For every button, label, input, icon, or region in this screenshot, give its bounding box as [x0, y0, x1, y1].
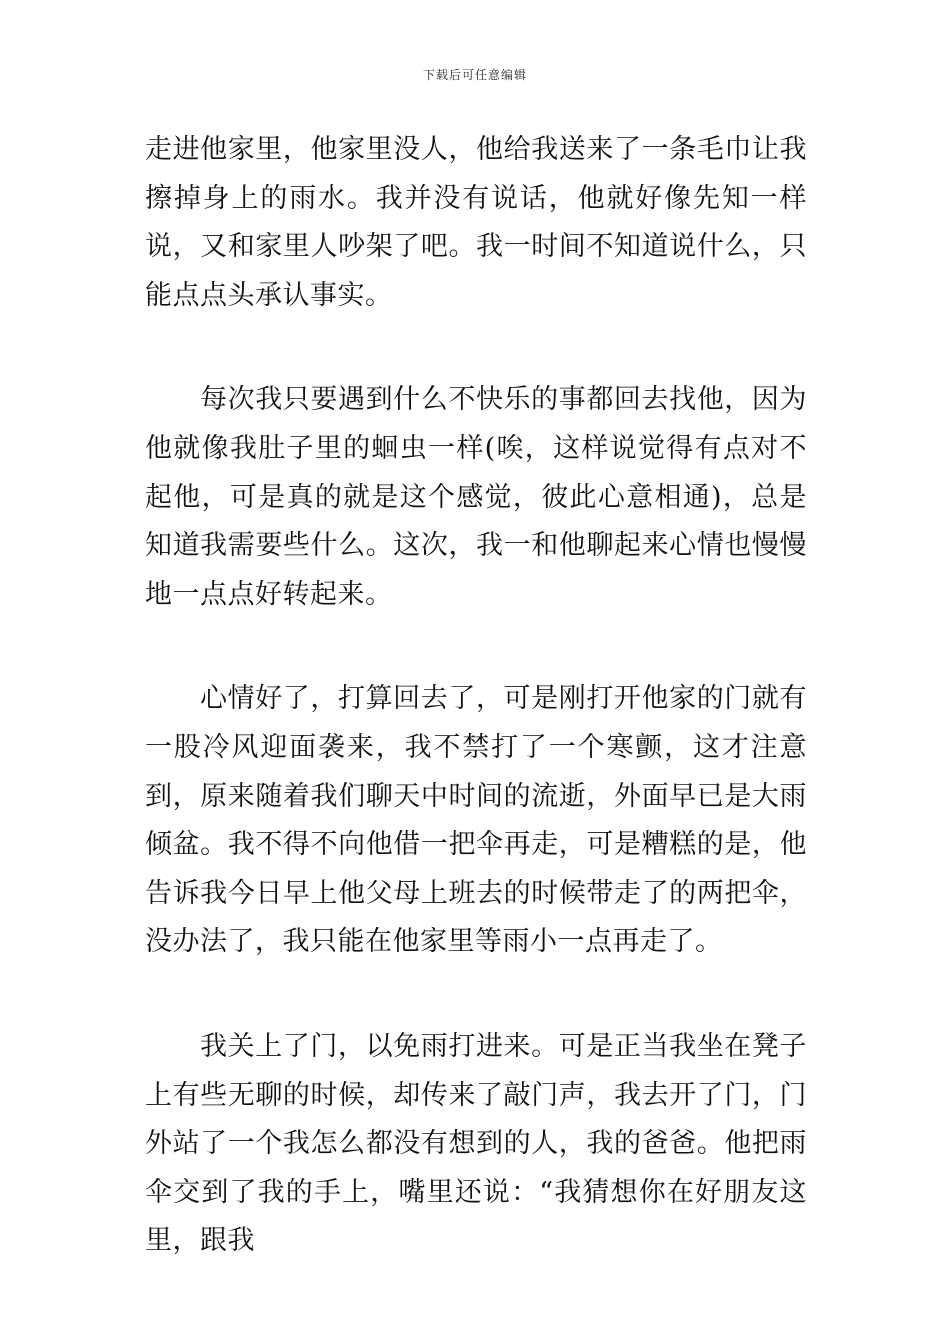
- paragraph-2: 每次我只要遇到什么不快乐的事都回去找他，因为他就像我肚子里的蛔虫一样(唉，这样说觉得有点对不起他，可是真的就是这个感觉，彼此心意相通)，总是知道我需要些什么。这次，我一和他聊起来心情也慢慢地一点点好转起来。: [145, 384, 807, 610]
- paragraph-1: 走进他家里，他家里没人，他给我送来了一条毛巾让我擦掉身上的雨水。我并没有说话，他就好像先知一样说，又和家里人吵架了吧。我一时间不知道说什么，只能点点头承认事实。: [145, 134, 807, 311]
- paragraph-4: 我关上了门，以免雨打进来。可是正当我坐在凳子上有些无聊的时候，却传来了敲门声，我去开了门，门外站了一个我怎么都没有想到的人，我的爸爸。他把雨伞交到了我的手上，嘴里还说：“我猜想你在好朋友这里，跟我: [145, 1030, 807, 1257]
- header-note: 下载后可任意编辑: [422, 68, 527, 82]
- document-body: [145, 126, 807, 1266]
- paragraph-3: 心情好了，打算回去了，可是刚打开他家的门就有一股冷风迎面袭来，我不禁打了一个寒颤，这才注意到，原来随着我们聊天中时间的流逝，外面早已是大雨倾盆。我不得不向他借一把伞再走，可是糟糕的是，他告诉我今日早上他父母上班去的时候带走了的两把伞，没办法了，我只能在他家里等雨小一点再走了。: [145, 683, 807, 958]
